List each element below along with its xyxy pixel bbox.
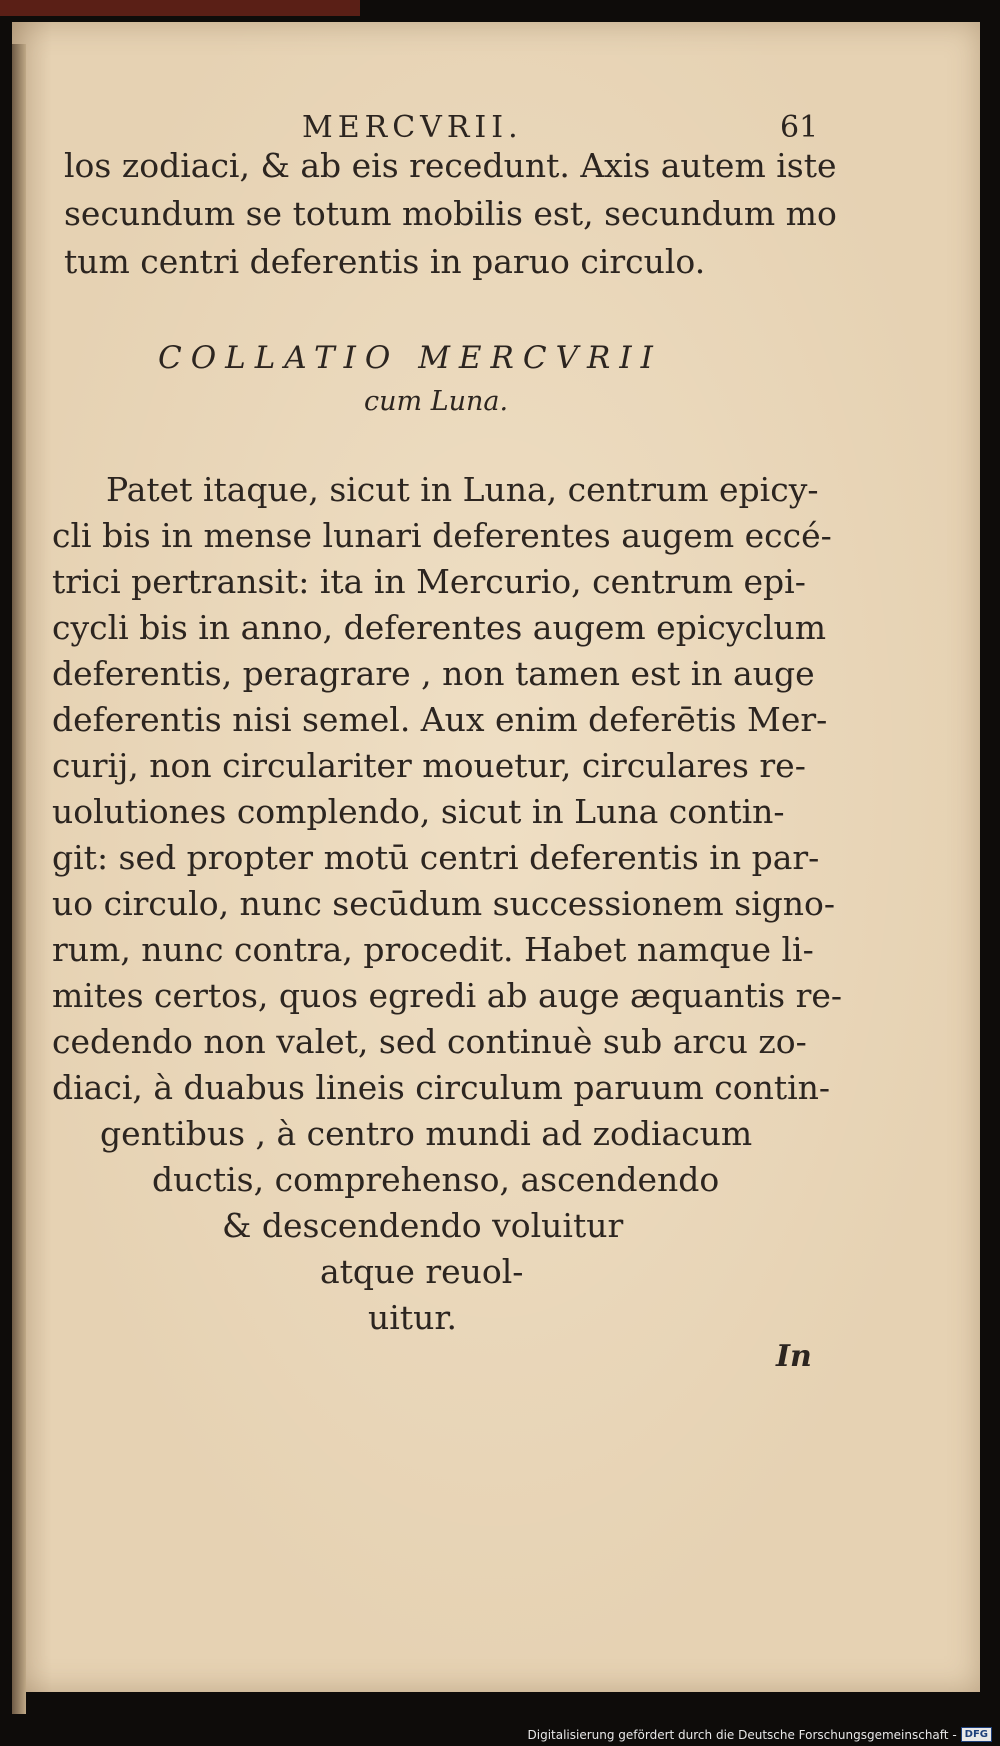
body-line: deferentis nisi semel. Aux enim deferētis Mer- xyxy=(52,700,828,739)
book-page xyxy=(12,22,980,1692)
body-line: cedendo non valet, sed continuè sub arcu zo- xyxy=(52,1022,807,1061)
running-head: MERCVRII. xyxy=(302,110,523,145)
body-line: mites certos, quos egredi ab auge æquantis re- xyxy=(52,976,843,1015)
page-gutter xyxy=(12,44,26,1714)
body-line: curij, non circulariter mouetur, circulares re- xyxy=(52,746,806,785)
intro-line: tum centri deferentis in paruo circulo. xyxy=(64,242,706,281)
intro-line: secundum se totum mobilis est, secundum mo xyxy=(64,194,837,233)
body-line: uolutiones complendo, sicut in Luna contin- xyxy=(52,792,785,831)
body-line: git: sed propter motū centri deferentis in par- xyxy=(52,838,820,877)
credit-text: Digitalisierung gefördert durch die Deutsche Forschungsgemeinschaft - xyxy=(527,1727,957,1742)
body-line: uo circulo, nunc secūdum successionem signo- xyxy=(52,884,836,923)
body-line: trici pertransit: ita in Mercurio, centrum epi- xyxy=(52,562,806,601)
body-line: cycli bis in anno, deferentes augem epicyclum xyxy=(52,608,827,647)
catchword: In xyxy=(776,1339,812,1374)
body-line: uitur. xyxy=(368,1298,457,1337)
folio-number: 61 xyxy=(780,110,819,145)
section-heading: COLLATIO MERCVRII xyxy=(158,340,662,376)
body-line: Patet itaque, sicut in Luna, centrum epicy- xyxy=(106,470,819,509)
body-line: diaci, à duabus lineis circulum paruum contin- xyxy=(52,1068,831,1107)
intro-line: los zodiaci, & ab eis recedunt. Axis autem iste xyxy=(64,146,837,185)
body-line: ductis, comprehenso, ascendendo xyxy=(152,1160,720,1199)
section-subheading: cum Luna. xyxy=(364,386,509,417)
dfg-logo: DFG xyxy=(961,1727,992,1742)
binding-strip xyxy=(0,0,360,16)
body-line: deferentis, peragrare , non tamen est in auge xyxy=(52,654,815,693)
digitization-credit xyxy=(528,1727,993,1742)
body-line: cli bis in mense lunari deferentes augem eccé- xyxy=(52,516,832,555)
body-line: gentibus , à centro mundi ad zodiacum xyxy=(100,1114,753,1153)
body-line: rum, nunc contra, procedit. Habet namque li- xyxy=(52,930,814,969)
body-line: atque reuol- xyxy=(320,1252,524,1291)
body-line: & descendendo voluitur xyxy=(222,1206,624,1245)
